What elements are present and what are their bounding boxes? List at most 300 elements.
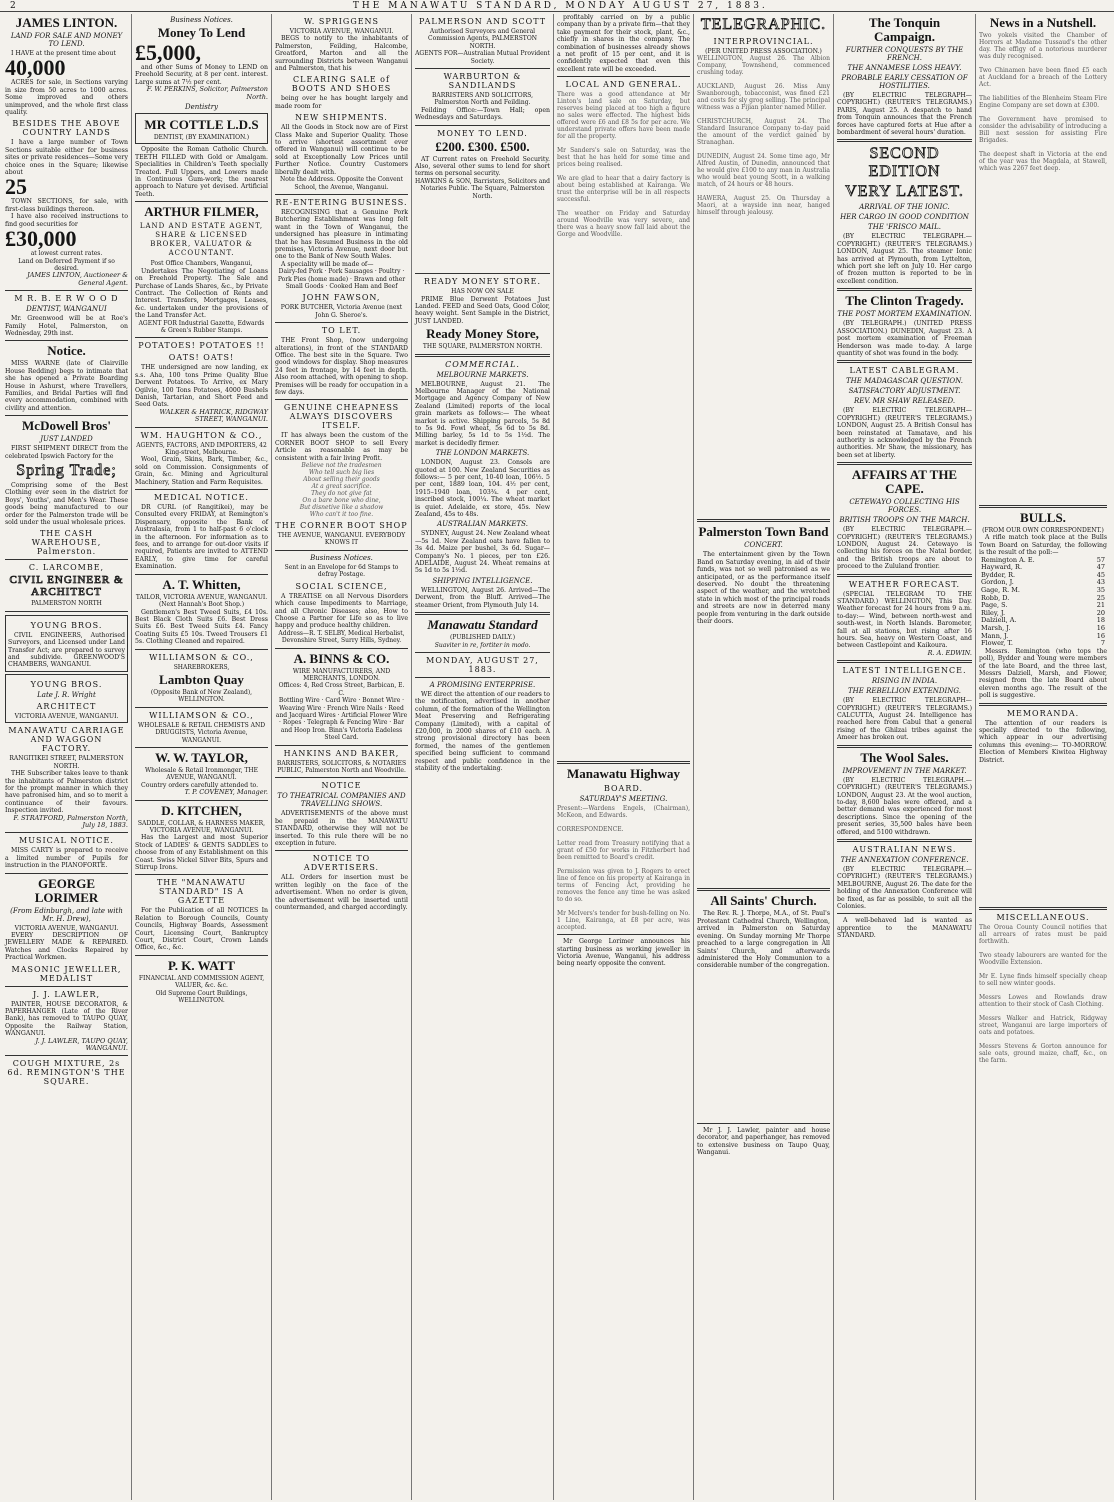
architect-heading: ARCHITECT: [36, 701, 97, 711]
london-markets-text: LONDON, August 23. Consols are quoted at 100. New Zealand Securities as follows:— 5 per cent, 10-40 loan, 106½. 5 per cent, 1889 loan, 104. 4½ per cent, 1915–1940 loan, 103¾. 4 per cent, inscribed stock, 100¼. The wheat market is quiet. Adelaide, ex store, 45s. New Zealand, 45s to 48s.: [415, 459, 550, 519]
india-text: (BY ELECTRIC TELEGRAPH—COPYRIGHT.) (REUTER'S TELEGRAMS.) CALCUTTA, August 24. Intelligence has reached here from Cabul that a general rising of the Ghilzai tribes against the Ameer has broken out.: [837, 697, 972, 742]
column-8: [976, 14, 1110, 1500]
column-2: [132, 14, 272, 1500]
filmer-text: Undertakes The Negotiating of Loans on Freehold Property. The Sale and Purchase of Lands Shares, &c., by Private Contract. The Collection of Rents and Interest. Transfers, Mortgages, Leases, &c. undertaken under the provisions of the Land Transfer Act.: [135, 267, 268, 320]
corner-shop-heading: THE CORNER BOOT SHOP: [275, 521, 408, 531]
taylor-text: Country orders carefully attended to.: [141, 781, 259, 789]
divider: [415, 652, 550, 653]
williamson-2-heading: WILLIAMSON & CO.,: [149, 710, 254, 720]
sherwood-text: Mr. Greenwood will be at Roe's Family Hotel, Palmerston, on Wednesday, 29th inst.: [5, 315, 128, 337]
cough-mixture: COUGH MIXTURE, 2s 6d. REMINGTON'S THE SQUARE.: [7, 1059, 126, 1087]
musical-text: MISS CARTY is prepared to receive a limited number of Pupils for instruction in the PIANOFORTE.: [5, 847, 128, 870]
town-band-text: The entertainment given by the Town Band on Saturday evening, in aid of their funds, was not so well patronised as we anticipated, or as the performance itself deserved. No doubt the threatening aspect of the weather, and the wretched state in which most of the principal roads and streets are now in deterred many people from venturing in the dark outside their doors.: [697, 551, 830, 626]
lawler-note: Mr J. J. Lawler, painter and house decorator, and paperhanger, has removed to extensive business on Taupo Quay, Wanganui.: [697, 1126, 830, 1156]
highway-board-heading: Manawatu Highway: [566, 766, 681, 782]
standard-gazette-heading: THE "MANAWATU STANDARD" IS A GAZETTE: [156, 878, 247, 906]
highway-text: Present:—Wardens Engels, (Chairman), McKeon, and Edwards. CORRESPONDENCE. Letter read from Treasury notifying that a grant of £50 for works in Fitzherbert had been remitted to Board's credit. Permission was given to J. Rogers to erect line of fence on his property at Kairanga in terms of Fencing Act, providing he removes the fence any time he was asked to do so. Mr McIvers's tender for bush-felling on No. 1 Line, Kairanga, at £8 per acre, was accepted.: [557, 805, 690, 932]
divider: [837, 745, 972, 748]
tolet-heading: TO LET.: [321, 326, 362, 336]
wool-sub: IMPROVEMENT IN THE MARKET.: [842, 766, 967, 775]
australian-markets-text: SYDNEY, August 24. New Zealand wheat—5s 1d. New Zealand oats have fallen to 3s 4d. Maize per bushel, 3s 6d. Sugar—Company's No. 1 pieces, per ton £26. ADELAIDE, August 24. Wheat remains at 5s 1d to 5s 1½d.: [415, 530, 550, 575]
poll-votes: 43: [1096, 578, 1105, 587]
clearing-text: being over he has bought largely and made room for: [275, 95, 408, 110]
divider: [5, 832, 128, 833]
miscellaneous-text: The Oroua County Council notifies that all arrears of rates must be paid forthwith. Two steady labourers are wanted for the Woodville Extension. Mr E. Lyne finds himself specially cheap to sell new winter goods. Messrs Lowes and Rowlands draw attention to their stock of Cash Clothing. Messrs Walker and Hatrick, Ridgway street, Wanganui are large importers of oats and potatoes. Messrs Stevens & Gorton announce for sale oats, ground maize, chaff, &c., on the farm.: [979, 924, 1107, 1065]
annexation-heading: THE ANNEXATION CONFERENCE.: [840, 855, 969, 864]
potatoes-heading: POTATOES! POTATOES !!: [138, 341, 265, 351]
commercial-heading: COMMERCIAL.: [445, 359, 520, 369]
young-bros-box: [5, 615, 128, 672]
cheapness-heading: GENUINE CHEAPNESS ALWAYS DISCOVERS ITSELF.: [283, 403, 400, 431]
kitchen-heading: D. KITCHEN,: [161, 802, 242, 818]
cape-heading: AFFAIRS AT THE CAPE.: [851, 467, 958, 497]
civil-engineer: CIVIL ENGINEER & ARCHITECT: [9, 574, 124, 599]
miscellaneous-heading: MISCELLANEOUS.: [996, 913, 1090, 923]
cash-warehouse: THE CASH WAREHOUSE, Palmerston.: [31, 529, 102, 557]
masthead-title: THE MANAWATU STANDARD, MONDAY AUGUST 27, 1883.: [352, 0, 768, 11]
musical-heading: MUSICAL NOTICE.: [19, 836, 114, 846]
cablegram-heading: LATEST CABLEGRAM.: [849, 366, 960, 376]
poll-votes: 47: [1096, 563, 1105, 572]
poll-votes: 7: [1100, 639, 1105, 648]
money-text: and other Sums of Money to LEND on Freehold Security, at 8 per cent. interest. Large sums at 7½ per cent.: [135, 64, 268, 86]
annexation-text: (BY ELECTRIC TELEGRAPH.—COPYRIGHT.) (REUTER'S TELEGRAMS.) MELBOURNE, August 26. The date for the holding of the Annexation Conference will be fixed, as far as possible, to suit all the Colonies.: [837, 865, 972, 910]
memoranda-continued: [979, 764, 1107, 904]
williamson-sub: SHAREBROKERS,: [173, 663, 230, 671]
spring-heading: Spring Trade;: [16, 462, 117, 479]
young-bros-2-heading: YOUNG BROS.: [30, 679, 103, 689]
whitten-sub: TAILOR, VICTORIA AVENUE, WANGANUI. (Next Hannah's Boot Shop.): [135, 593, 268, 609]
linton-signature: JAMES LINTON, Auctioneer & General Agent.: [27, 271, 128, 287]
mcdowell-text: FIRST SHIPMENT DIRECT from the celebrated Ipswich Factory for the: [5, 445, 128, 460]
acres-text: ACRES for sale, in Sections varying in size from 50 acres to 1000 acres. Some improved and others unimproved, and the whole first class quality.: [5, 79, 128, 117]
deposit-note: Land on Deferred Payment if so desired.: [18, 257, 115, 272]
filmer-agent: AGENT FOR Industrial Gazette, Edwards & Green's Rubber Stamps.: [138, 319, 265, 334]
poll-votes: 16: [1096, 631, 1105, 640]
columns: [2, 14, 1112, 1500]
ionic-heading: ARRIVAL OF THE IONIC.: [859, 203, 950, 212]
young-bros-heading: YOUNG BROS.: [30, 620, 103, 630]
divider: [5, 611, 128, 612]
cottle-heading: MR COTTLE L.D.S: [144, 117, 259, 133]
lorimer-place: VICTORIA AVENUE, WANGANUI.: [14, 924, 119, 932]
column-3: [272, 14, 412, 1500]
shipments-heading: NEW SHIPMENTS.: [295, 113, 388, 123]
money-figure: £30,000: [5, 226, 77, 252]
poll-candidate: Mann, J.: [981, 631, 1009, 640]
standard-published: (PUBLISHED DAILY.): [449, 634, 516, 642]
corner-poem: Believe not the tradesmen Who tell such big lies About selling their goods At a great sacrifice. They do not give fat On a bare bone who dine, But disnetive like a shadow Who can't it too fine.: [299, 462, 384, 519]
ready-has: HAS NOW ON SALE: [451, 288, 514, 296]
concert-heading: CONCERT.: [744, 541, 783, 550]
frisco-heading: THE 'FRISCO MAIL.: [868, 223, 941, 232]
spriggens-heading: W. SPRIGGENS: [303, 17, 380, 26]
watt-sub: FINANCIAL AND COMMISSION AGENT, VALUER, &c. &c.: [138, 974, 265, 990]
poll-candidate: Gordon, J.: [981, 578, 1014, 587]
shipments-text: All the Goods in Stock now are of First Class Make and Superior Quality. Those to arrive (shortest assortment ever offered in Wanganui) will continue to be sold at Exceptionally Low Prices until Further Notice. Country Customers liberally dealt with.: [275, 124, 408, 176]
rebellion-heading: THE REBELLION EXTENDING.: [848, 687, 961, 696]
telegraphic-continued: [697, 216, 830, 516]
column-4: [412, 14, 554, 1500]
williamson-2-sub: WHOLESALE & RETAIL CHEMISTS AND DRUGGISTS, Victoria Avenue, WANGANUI.: [137, 721, 266, 744]
poll-candidate: Dalziell, A.: [981, 616, 1017, 625]
divider: [415, 612, 550, 615]
ready-heading: READY MONEY STORE.: [423, 277, 542, 287]
divider: [415, 677, 550, 678]
oats-heading: OATS! OATS!: [168, 353, 235, 363]
binns-list: Bottling Wire · Card Wire · Bonnet Wire · Weaving Wire · French Wire Nails · Reed and Jacquard Wires · Artificial Flower Wire · Ropes · Telegraph & Fencing Wire · Bar and Hoop Iron. Binn's Victoria Eadeless Steel Card.: [275, 697, 408, 742]
column-6: [694, 14, 834, 1500]
town-band-continued: [697, 625, 830, 885]
poll-candidate: Page, S.: [981, 601, 1008, 610]
carriage-sub: RANGITIKEI STREET, PALMERSTON NORTH.: [9, 755, 124, 770]
carriage-heading: MANAWATU CARRIAGE AND WAGGON FACTORY.: [8, 726, 125, 754]
poll-body: [979, 557, 1107, 648]
linton-subheading: LAND FOR SALE AND MONEY TO LEND.: [10, 32, 123, 48]
lorimer-heading: GEORGE LORIMER: [34, 875, 99, 905]
kitchen-text: Has the Largest and most Superior Stock of LADIES' & GENTS SADDLES to choose from of any Establishment on this Coast. Swiss Nickel Silver Bits, Spurs and Stirrup Irons.: [135, 834, 268, 872]
divider: [979, 703, 1107, 706]
acres-figure: 40,000: [5, 55, 66, 81]
perkins-signature: F. W. PERKINS, Solicitor, Palmerston North.: [146, 85, 268, 101]
divider: [837, 360, 972, 363]
divider: [275, 850, 408, 851]
poll-votes: 57: [1096, 555, 1105, 564]
divider: [135, 574, 268, 575]
masthead: [0, 0, 1114, 12]
curl-text: DR CURL (of Rangitikei), may be Consulted every FRIDAY, at Remington's Dispensary, opposite the Bank of Australasia, from 1 to half-past 6 o'clock in the afternoon. For information as to fees, and to arrange for out-door visits if required, Patients are invited to ATTEND EARLY, to give time for careful Examination.: [135, 504, 268, 571]
poll-votes: 25: [1096, 593, 1105, 602]
divider: [557, 76, 690, 77]
divider: [557, 934, 690, 935]
poll-votes: 35: [1096, 586, 1105, 594]
divider: [275, 777, 408, 778]
divider: [135, 747, 268, 748]
filmer-place: Post Office Chambers, Wanganui,: [150, 260, 253, 268]
reentering-text: RECOGNISING that a Genuine Pork Butchering Establishment was long felt want in the Town of Wanganui, the undersigned has pleasure in intimating that he has Resumed Business in the old premises, Victoria Avenue, next door but one to the Bank of New South Wales.: [275, 208, 408, 261]
tonquin-sub: FURTHER CONQUESTS BY THE FRENCH.: [845, 46, 964, 62]
business-notices-heading: Business Notices.: [170, 16, 233, 24]
clinton-text: (BY TELEGRAPH.) (UNITED PRESS ASSOCIATION.) DUNEDIN, August 23. A post mortem examination of Freeman Henderson was made to-day. A large quantity of shot was found in the body.: [837, 320, 972, 357]
divider: [837, 288, 972, 291]
money-figure: £5,000,: [135, 40, 201, 65]
divider: [135, 800, 268, 801]
williamson-heading: WILLIAMSON & CO.,: [149, 652, 254, 662]
standard-gazette-text: For the Publication of all NOTICES In Relation to Borough Councils, County Councils, Highway Boards, Assessment Court, Licensing Court, Bankruptcy Court, District Court, Crown Lands Office, &c., &c.: [135, 907, 268, 952]
town-figure: 25: [5, 174, 27, 200]
money-sums: £200. £300. £500.: [435, 138, 530, 154]
divider: [697, 519, 830, 522]
palmerson-scott-heading: PALMERSON AND SCOTT: [418, 17, 547, 26]
divider: [275, 194, 408, 195]
shipping-heading: SHIPPING INTELLIGENCE.: [432, 576, 533, 585]
money-to-lend-heading: Money To Lend: [157, 25, 246, 40]
watt-place: Old Supreme Court Buildings, WELLINGTON.: [155, 989, 248, 1005]
highway-meeting: SATURDAY'S MEETING.: [579, 795, 668, 804]
column-7: [834, 14, 976, 1500]
india-heading: RISING IN INDIA.: [871, 677, 938, 686]
bulls-text: A rifle match took place at the Bulls Town Board on Saturday, the following is the result of the poll:—: [979, 534, 1107, 557]
poll-votes: 18: [1096, 616, 1105, 625]
notice-text: MISS WARNE (late of Clairville House Redding) begs to intimate that she has opened a Private Boarding House in Ashurst, where Travellers, Families, and Bridal Parties will find every accommodation, combined with civility and attention.: [5, 360, 128, 412]
ready-2-heading: Ready Money Store,: [426, 326, 539, 342]
divider: [837, 462, 972, 465]
medical-heading: MEDICAL NOTICE.: [154, 493, 249, 503]
hankins-sub: BARRISTERS, SOLICITORS, & NOTARIES PUBLIC, Palmerston North and Woodville.: [276, 759, 407, 774]
page-number: 2: [10, 0, 17, 11]
ready-text: PRIME Blue Derwent Potatoes Just Landed. FEED and Seed Oats, Good Color, heavy weight. Sent Sample in the District, JUST LANDED.: [415, 295, 550, 325]
divider: [275, 745, 408, 746]
specialty-list: Dairy-fed Pork · Pork Sausages · Poultry · Pork Pies (home made) · Brawn and other Small Goods · Cooked Ham and Beef: [277, 268, 406, 290]
very-latest-heading: VERY LATEST.: [845, 183, 964, 201]
poll-candidate: Gage, R. M.: [981, 586, 1020, 594]
poll-votes: 20: [1096, 608, 1105, 617]
wool-text: (BY ELECTRIC TELEGRAPH.—COPYRIGHT.) (REUTER'S TELEGRAMS.) LONDON, August 23. At the wool auction, to-day, 8,600 bales were offered, and a better demand was experienced for most descriptions. Since the opening of the present series, 35,500 bales have been offered, and 5100 withdrawn.: [837, 776, 972, 836]
australian-news-heading: AUSTRALIAN NEWS.: [852, 844, 957, 854]
poll-candidate: Bydder, R.: [981, 570, 1016, 579]
cargo-heading: HER CARGO IN GOOD CONDITION: [840, 213, 969, 222]
divider: [5, 415, 128, 416]
warburton-heading: WARBURTON & SANDILANDS: [443, 72, 522, 91]
kitchen-sub: SADDLE, COLLAR, & HARNESS MAKER, VICTORIA AVENUE, WANGANUI.: [137, 819, 266, 834]
sherwood-subheading: DENTIST, WANGANUI: [26, 305, 107, 314]
town-band-heading: Palmerston Town Band: [698, 524, 829, 540]
divider: [5, 986, 128, 987]
bulls-after: Messrs. Remington (who tops the poll), Bydder and Young were members of the late Board, and the three last, Messrs Dalziell, Marsh, and Flower, resigned from the late Board about eleven months ago. The result of the poll is suggestive.: [979, 647, 1107, 700]
haughton-heading: WM. HAUGHTON & CO.,: [140, 430, 263, 440]
besides-heading: BESIDES THE ABOVE COUNTRY LANDS: [12, 119, 121, 138]
divider: [135, 337, 268, 338]
poll-table: [979, 557, 1107, 648]
binns-heading: A. BINNS & CO.: [293, 650, 390, 666]
lawler-heading: J. J. LAWLER,: [32, 989, 101, 999]
interprovincial-heading: INTERPROVINCIAL.: [713, 37, 814, 46]
highway-board-sub: BOARD.: [603, 784, 644, 794]
lambton-heading: Lambton Quay: [159, 671, 244, 687]
binns-sub: WIRE MANUFACTURERS, AND MERCHANTS, LONDON.: [292, 667, 391, 682]
poll-candidate: Remington A. E.: [981, 555, 1035, 564]
australian-markets-heading: AUSTRALIAN MARKETS.: [437, 520, 528, 529]
stamps-note: Sent in an Envelope for 6d Stamps to defray Postage.: [284, 563, 399, 579]
haughton-text: Wool, Grain, Skins, Bark, Timber, &c., sold on Commission. Consignments of Grain, &c. Mining and Agricultural Machinery, Station and Farm Requisites.: [135, 456, 268, 486]
blank-space: [415, 200, 550, 270]
lawler-signature: J. J. LAWLER, TAUPO QUAY, WANGANUI.: [35, 1036, 128, 1053]
theatrical-text: ADVERTISEMENTS of the above must be prepaid in the MANAWATU STANDARD, otherwise they will not be inserted. To this rule there will be no exception in future.: [275, 810, 408, 848]
tolet-text: THE Front Shop, (now undergoing alterations), in front of the STANDARD Office. The best site in the Square. Two good windows for display. Shop measures 24 feet in frontage, by 14 feet in depth. Also room attached, with opening to shop. Premises will be ready for occupation in a few days.: [275, 337, 408, 397]
divider: [135, 707, 268, 708]
money-small: at lowest current rates.: [30, 250, 103, 258]
carriage-text: THE Subscriber takes leave to thank the inhabitants of Palmerston district for the prompt manner in which they have patronised him, and so to merit a continuance of their favours. Inspection invited.: [5, 770, 128, 815]
haughton-sub: AGENTS, FACTORS, AND IMPORTERS, 42 King-street, Melbourne.: [136, 441, 267, 456]
poll-candidate: Robb, D.: [981, 593, 1010, 602]
clinton-sub: THE POST MORTEM EXAMINATION.: [837, 310, 972, 319]
cessation-heading: PROBABLE EARLY CESSATION OF HOSTILITIES.: [841, 74, 968, 90]
divider: [275, 399, 408, 400]
lorimer-note: Mr George Lorimer announces his starting business as working jeweller in Victoria Avenue, Wanganui, his address being nearly opposite the convent.: [557, 938, 690, 968]
dentistry-heading: Dentistry: [184, 103, 219, 112]
london-markets-heading: THE LONDON MARKETS.: [435, 449, 530, 458]
divider: [135, 201, 268, 202]
poll-votes: 16: [1096, 623, 1105, 632]
divider: [415, 273, 550, 274]
divider: [837, 913, 972, 914]
tonquin-text: (BY ELECTRIC TELEGRAPH—COPYRIGHT.) (REUTER'S TELEGRAMS.) PARIS, August 25. A despatch to hand from Tonquin announces that the French forces have captured forts at Hue after a bombardment of several hours' duration.: [837, 92, 972, 137]
theatrical-heading: TO THEATRICAL COMPANIES AND TRAVELLING SHOWS.: [277, 792, 406, 809]
standard-motto: Suaviter in re, fortiter in modo.: [434, 641, 531, 649]
hankins-heading: HANKINS AND BAKER,: [283, 748, 400, 758]
stratford-signature: F. STRATFORD, Palmerston North, July 18, 1883.: [13, 813, 128, 829]
advertisers-text: ALL Orders for insertion must be written legibly on the face of the advertisement. When no order is given, the advertisement will be inserted until countermanded, and charged accordingly.: [275, 874, 408, 912]
hawkins-sign: HAWKINS & SON, Barristers, Solicitors and Notaries Public. The Square, Palmerston North.: [415, 177, 551, 200]
poll-candidate: Flower, T.: [981, 639, 1013, 648]
clinton-heading: The Clinton Tragedy.: [845, 293, 964, 309]
lambton-sub: (Opposite Bank of New Zealand), WELLINGTON.: [150, 688, 253, 704]
divider: [275, 648, 408, 649]
local-general-heading: LOCAL AND GENERAL.: [565, 80, 682, 90]
taylor-sub: Wholesale & Retail Ironmonger, THE AVENUE, WANGANUI.: [144, 766, 259, 782]
press-association: (PER UNITED PRESS ASSOCIATION.): [705, 48, 822, 55]
melbourne-markets-text: MELBOURNE, August 21. The Melbourne Manager of the National Mortgage and Agency Company of New Zealand (Limited) reports of the local grain markets as follows:— The wheat market is active. Shipping parcels, 5s 8d to 5s 9d. Fowl wheat, 5s 6d to 5s 8d. Milling barley, 5s 1d to 5s 1½d. The market is decidedly firmer.: [415, 380, 550, 447]
money-text: I have also received instructions to find good securities for: [5, 213, 128, 228]
taylor-heading: W. W. TAYLOR,: [155, 749, 248, 765]
divider: [5, 873, 128, 874]
divider: [837, 839, 972, 842]
divider: [275, 322, 408, 323]
divider: [5, 559, 128, 560]
linton-text: I HAVE at the present time about: [11, 50, 116, 57]
taylor-signature: T. P. COVENEY, Manager.: [184, 788, 268, 797]
money-lend-heading: MONEY TO LEND.: [437, 128, 528, 138]
young-bros-text: CIVIL ENGINEERS, Authorised Surveyors, and Licensed under Land Transfer Act; are prepared to survey and subdivide. GREENWOOD'S CHAMBERS, WANGANUI.: [8, 631, 125, 669]
warburton-sub: BARRISTERS AND SOLICITORS, Palmerston North and Feilding.: [431, 92, 534, 107]
nutshell-continued: [979, 172, 1107, 502]
whitten-heading: A. T. Whitten,: [162, 576, 241, 592]
divider: [837, 660, 972, 663]
telegraphic-heading: TELEGRAPHIC.: [700, 16, 827, 33]
note-address: Note the Address. Opposite the Convent School, the Avenue, Wanganui.: [280, 176, 403, 191]
cottle-text: Opposite the Roman Catholic Church. TEETH FILLED with Gold or Amalgam. Specialities in Children's Teeth specially Treated. Full Uppers, and Lowers made in Continuous Gum-work; the nearest approach to Nature yet devised. Artificial Teeth.: [135, 146, 268, 198]
madagascar-heading: THE MADAGASCAR QUESTION.: [846, 377, 963, 386]
palmerson-scott-sub: Authorised Surveyors and General Commission Agents, PALMERSTON NORTH.: [428, 28, 537, 50]
social-heading: SOCIAL SCIENCE,: [295, 581, 388, 591]
lawler-text: PAINTER, HOUSE DECORATOR, & PAPERHANGER (Late of the River Bank), has removed to TAUPO QUAY, Opposite the Railway Station, WANGANUI.: [5, 1000, 128, 1038]
poll-candidate: Marsh, J.: [981, 623, 1011, 632]
whitten-text: Gentlemen's Best Tweed Suits, £4 10s. Best Black Cloth Suits £6. Best Dress Suits £6. Best Tweed Suits £4. Fancy Coating Suits £5 10s. Tweed Trousers £1 5s. Clothing Cleaned and repaired.: [135, 608, 268, 646]
lorimer-text: EVERY DESCRIPTION OF JEWELLERY MADE & REPAIRED. Watches and Clocks Repaired by Practical Workmen.: [5, 931, 128, 962]
masonic-heading: MASONIC JEWELLER, MEDALIST: [11, 964, 122, 983]
issue-date: MONDAY, AUGUST 27, 1883.: [426, 655, 539, 674]
wool-heading: The Wool Sales.: [860, 749, 949, 765]
fawson-sub: PORK BUTCHER, Victoria Avenue (next John G. Sheroe's.: [280, 304, 403, 319]
divider: [5, 1055, 128, 1056]
walker-signature: WALKER & HATRICK, RIDGWAY STREET, WANGANUI.: [159, 407, 268, 424]
shaw-heading: REV. MR SHAW RELEASED.: [853, 397, 956, 406]
architect-place: VICTORIA AVENUE, WANGANUI.: [14, 712, 119, 720]
lorimer-sub: (From Edinburgh, and late with Mr. H. Drew),: [10, 906, 123, 923]
divider: [135, 427, 268, 428]
local-general-continued: [557, 238, 690, 758]
second-edition-heading: SECOND EDITION: [868, 145, 941, 181]
shipping-text: WELLINGTON, August 26. Arrived—The Derwent, from the Bluff. Arrived—The steamer Orient, from Plymouth July 14.: [415, 586, 550, 609]
shaw-text: (BY ELECTRIC TELEGRAPH—COPYRIGHT.) (REUTER'S TELEGRAMS.) LONDON, August 25. A British Consul has been reinstated at Tamatave, and his authority is acknowledged by the French authorities. Mr Shaw, the missionary, has been set at liberty.: [837, 407, 972, 459]
young-bros-2-name: Late J. R. Wright: [37, 690, 96, 699]
social-text: A TREATISE on all Nervous Disorders which cause Impediments to Marriage, and all Chronic Diseases; also, How to Choose a Partner for Life so as to live happy and produce healthy children.: [275, 592, 408, 630]
oats-text: THE undersigned are now landing, ex s.s. Aha, 100 tons Prime Quality Blue Derwent Potatoes. To Arrive, ex Mary Ogilvie, 100 Tons Potatoes, 4000 Bushels Danish, Tartarian, and Short Feed and Seed Oats.: [135, 364, 268, 409]
cottle-box: [135, 113, 268, 144]
all-saints-continued: [697, 970, 830, 1120]
besides-text: I have a large number of Town Sections suitable either for business sites or private residences—Some very choice ones in the Square; likewise about: [5, 139, 128, 177]
reentering-heading: RE-ENTERING BUSINESS.: [275, 197, 408, 207]
spring-text: Comprising some of the Best Clothing ever seen in the district for Boys', Youths', and Men's Wear. These goods being manufactured to our order for the Palmerston trade will be sold under the usual wholesale prices.: [5, 482, 128, 527]
warburton-text: Feilding Office:—Town Hall; open Wednesdays and Saturdays.: [415, 106, 550, 122]
larcombe-place: PALMERSTON NORTH: [31, 600, 102, 608]
satisfactory-heading: SATISFACTORY ADJUSTMENT.: [848, 387, 961, 396]
poll-votes: 45: [1096, 570, 1105, 579]
mcdowell-heading: McDowell Bros': [22, 418, 111, 434]
forecast-text: (SPECIAL TELEGRAM TO THE STANDARD.) WELLINGTON, This Day. Weather forecast for 24 hours from 9 a.m. to-day:— Wind, between north-west and south-west, in North Islands. Barometer, fall at all stations, but rising after 16 hours. Sea, heavy on Western Coast, and between Castlepoint and Kaikoura.: [837, 590, 972, 650]
binns-offices: Offices: 4, Red Cross Street, Barbican, E. C.: [278, 682, 405, 697]
cape-text: (BY ELECTRIC TELEGRAPH.—COPYRIGHT.) (REUTER'S TELEGRAMS.) LONDON, August 24. Cetewayo is collecting his forces on the Natal border, and the British troops are about to proceed to the Zululand frontier.: [837, 526, 972, 571]
latest-intelligence-heading: LATEST INTELLIGENCE.: [842, 666, 967, 676]
promising-heading: A PROMISING ENTERPRISE.: [429, 680, 536, 689]
divider: [135, 874, 268, 875]
notice-heading: NOTICE: [321, 781, 362, 791]
palmerson-scott-agents: AGENTS FOR—Australian Mutual Provident Society.: [415, 50, 550, 65]
notice-heading: Notice.: [47, 343, 86, 359]
apprentice-note: A well-behaved lad is wanted as apprentice to the MANAWATU STANDARD.: [837, 917, 972, 940]
corner-text: IT has always been the custom of the CORNER BOOT SHOP to sell Every Article as reasonable as may be consistent with a fair living Profit.: [275, 432, 408, 462]
linton-heading: JAMES LINTON.: [15, 15, 118, 30]
sherwood-heading: M R. B. E R W O O D: [14, 294, 119, 304]
column-1: [2, 14, 132, 1500]
continued-text: profitably carried on by a public company than by a private firm—that they take payment for their stock, plant, &c., chiefly in shares in the company. The combination of businesses already shows a net profit of 15 per cent, and it is confidently expected that even this excellent rate will be exceeded.: [557, 14, 690, 73]
memoranda-heading: MEMORANDA.: [1006, 708, 1080, 718]
money-lend-text: AT Current rates on Freehold Security. Also, several other sums to lend for short terms on personal security.: [415, 155, 550, 178]
divider: [415, 68, 550, 69]
poll-candidate: Riley, J.: [981, 608, 1006, 617]
selby-address: Address—R. T. SELBY, Medical Herbalist, Devonshire Street, Surry Hills, Sydney.: [278, 629, 405, 645]
fawson-heading: JOHN FAWSON,: [302, 293, 381, 303]
bulls-sub: (FROM OUR OWN CORRESPONDENT.): [982, 527, 1104, 534]
spriggens-sub: VICTORIA AVENUE, WANGANUI.: [289, 28, 394, 35]
divider: [697, 1123, 830, 1124]
specialty-intro: A speciality will be made of—: [281, 260, 374, 268]
poll-candidate: Hayward, R.: [981, 563, 1023, 572]
divider: [557, 761, 690, 764]
edwin-signature: R. A. EDWIN.: [927, 648, 972, 657]
ready-2-sub: THE SQUARE, PALMERSTON NORTH.: [422, 343, 543, 351]
promising-text: WE direct the attention of our readers to the notification, advertised in another column, of the formation of the Wellington Meat Preserving and Refrigerating Company (Limited), with a capital of £20,000, in 2000 shares of £10 each. A strong provisional directory has been formed, the names of the gentlemen specified being sufficient to command respect and public confidence in the stability of the undertaking.: [415, 690, 550, 772]
divider: [135, 955, 268, 956]
bulls-heading: BULLS.: [1020, 510, 1066, 525]
cetewayo-heading: CETEWAYO COLLECTING HIS FORCES.: [849, 498, 960, 515]
spriggens-text: BEGS to notify to the inhabitants of Palmerston, Feilding, Halcombe, Greatford, Marton and all the surrounding Districts between Wanganui and Palmerston, that his: [275, 35, 408, 73]
business-notices-heading: Business Notices.: [310, 553, 373, 562]
poll-row: [979, 640, 1107, 648]
divider: [5, 340, 128, 341]
divider: [415, 354, 550, 357]
watt-heading: P. K. WATT: [168, 957, 235, 973]
memoranda-text: The attention of our readers is specially directed to the following, which appear in our advertising columns this evening:— TO-MORROW. Election of Members Kiwitea Highway District.: [979, 719, 1107, 764]
column-5: [554, 14, 694, 1500]
filmer-sub: LAND AND ESTATE AGENT, SHARE & LICENSED BROKER, VALUATOR & ACCOUNTANT.: [139, 222, 264, 258]
divider: [697, 888, 830, 891]
troops-heading: BRITISH TROOPS ON THE MARCH.: [839, 516, 970, 525]
local-general-text: There was a good attendance at Mr Linton's land sale on Saturday, but reserves being placed at too high a figure no sales were effected. The highest bids offered were £6 and £8 5s for per acre. We understand private offers have been made for all the property. Mr Sanders's sale on Saturday, was the best that he has held for some time and prices being realised. We are glad to hear that a dairy factory is about being established at Kairanga. We trust the enterprise will be in all respects successful. The weather on Friday and Saturday around Woodville was very severe, and there was a heavy snow fall laid about the Gorge and Woodville.: [557, 91, 690, 239]
divider: [275, 550, 408, 551]
tonquin-heading: The Tonquin Campaign.: [868, 15, 941, 44]
cottle-sub: DENTIST, (BY EXAMINATION.): [153, 134, 250, 142]
